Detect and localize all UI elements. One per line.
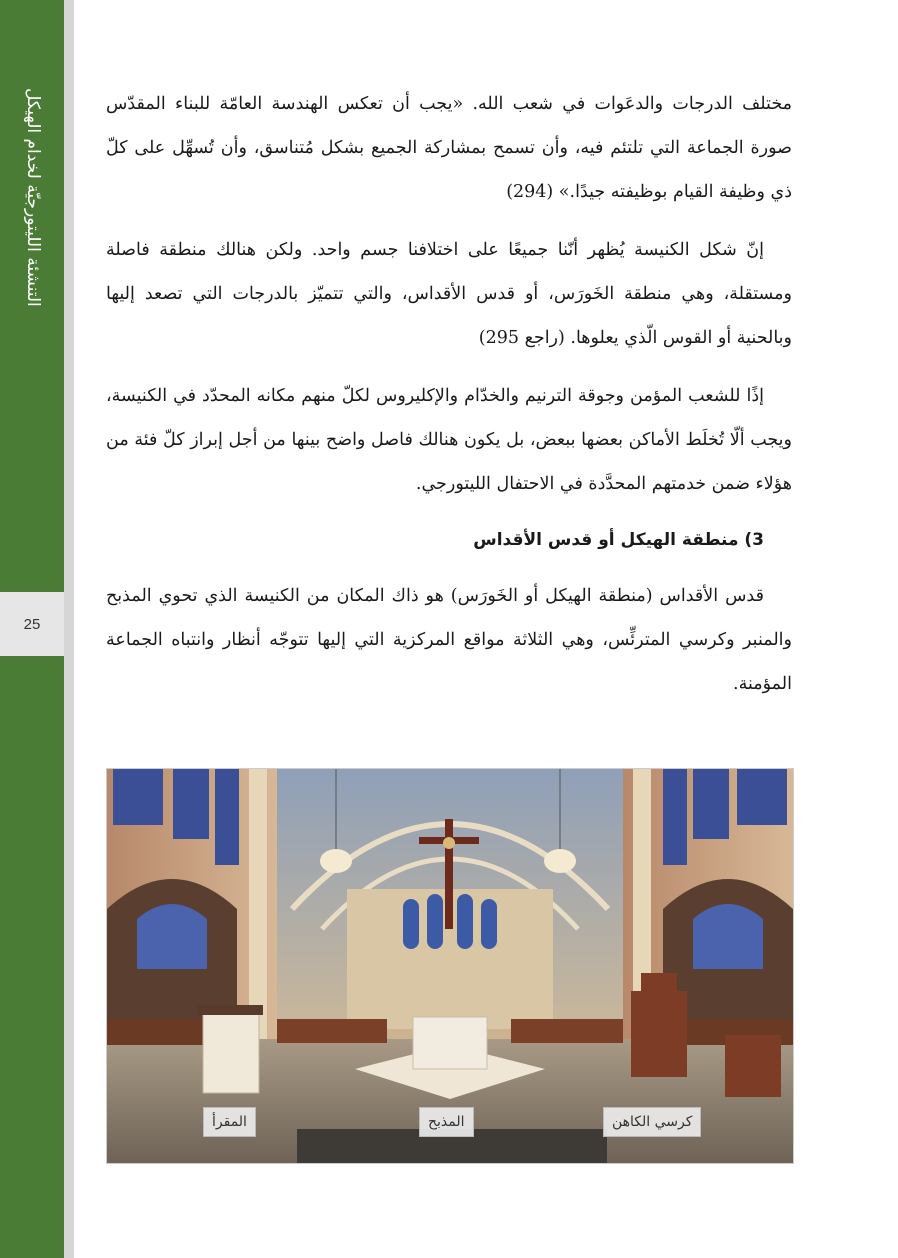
sidebar-band-top	[0, 0, 64, 592]
sanctuary-illustration	[107, 769, 793, 1163]
paragraph-1: مختلف الدرجات والدعَوات في شعب الله. «يجب أن تعكس الهندسة العامّة للبناء المقدّس صورة الجماعة التي تلتئم فيه، وأن تسمح بمشاركة الجميع بشكل مُتناسق، وأن تُسهِّل على كلّ ذي وظيفة القيام بوظيفته جيدًا.» (294)	[106, 94, 792, 202]
page-number: 25	[0, 592, 64, 656]
caption-ambo: المقرأ	[203, 1107, 256, 1137]
running-title: التنشئة الليتورجيّة لخدام الهيكل	[23, 87, 43, 307]
paragraph-2: إنّ شكل الكنيسة يُظهر أنّنا جميعًا على اختلافنا جسم واحد. ولكن هنالك منطقة فاصلة ومستقلة، وهي منطقة الخَورَس، أو قدس الأقداس، والتي تتميّز بالدرجات التي تصعد إليها وبالحنية أو القوس الّذي يعلوها. (راجع 295)	[106, 240, 792, 348]
section-paragraph: قدس الأقداس (منطقة الهيكل أو الخَورَس) هو ذاك المكان من الكنيسة الذي تحوي المذبح والمنبر وكرسي المترئِّس، وهي الثلاثة مواقع المركزية التي إليها تتوجّه أنظار وانتباه الجماعة المؤمنة.	[106, 586, 792, 694]
sidebar-rule	[64, 0, 74, 1258]
sanctuary-photo	[106, 768, 794, 1164]
caption-presider-chair: كرسي الكاهن	[603, 1107, 701, 1137]
section-heading: 3) منطقة الهيكل أو قدس الأقداس	[473, 530, 764, 550]
page-body	[106, 82, 792, 720]
caption-altar: المذبح	[419, 1107, 474, 1137]
paragraph-3: إذًا للشعب المؤمن وجوقة الترنيم والخدّام والإكليروس لكلّ منهم مكانه المحدّد في الكنيسة، ويجب ألّا تُخلَط الأماكن بعضها ببعض، بل يكون هنالك فاصل واضح بينها من أجل إبراز كلّ فئة من هؤلاء ضمن خدمتهم المحدَّدة في الاحتفال الليتورجي.	[106, 386, 792, 494]
sidebar-band-bottom	[0, 656, 64, 1258]
